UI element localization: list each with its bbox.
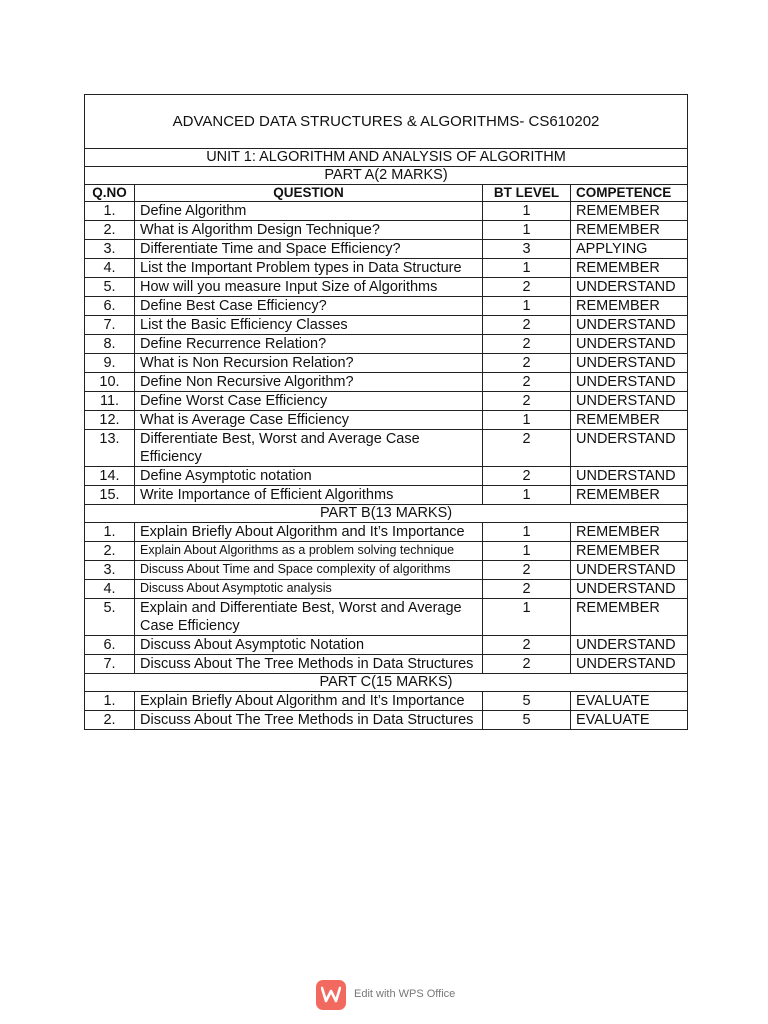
question-number: 9. — [85, 354, 135, 373]
bt-level: 2 — [483, 430, 571, 467]
table-row — [85, 259, 688, 278]
bt-level: 5 — [483, 711, 571, 730]
competence: REMEMBER — [571, 486, 688, 505]
competence: REMEMBER — [571, 523, 688, 542]
table-row — [85, 655, 688, 674]
bt-level: 1 — [483, 202, 571, 221]
question-text: Discuss About The Tree Methods in Data Structures — [135, 711, 483, 730]
table-row — [85, 523, 688, 542]
competence: REMEMBER — [571, 542, 688, 561]
column-header-qno: Q.NO — [85, 185, 135, 202]
competence: UNDERSTAND — [571, 373, 688, 392]
question-text: Define Recurrence Relation? — [135, 335, 483, 354]
competence: UNDERSTAND — [571, 430, 688, 467]
title-row — [85, 95, 688, 149]
question-number: 7. — [85, 316, 135, 335]
question-text: Write Importance of Efficient Algorithms — [135, 486, 483, 505]
part-heading: PART C(15 MARKS) — [85, 674, 688, 692]
competence: UNDERSTAND — [571, 561, 688, 580]
competence: UNDERSTAND — [571, 467, 688, 486]
question-text: What is Non Recursion Relation? — [135, 354, 483, 373]
bt-level: 1 — [483, 486, 571, 505]
column-header-question: QUESTION — [135, 185, 483, 202]
question-number: 2. — [85, 711, 135, 730]
question-text: What is Algorithm Design Technique? — [135, 221, 483, 240]
table-row — [85, 486, 688, 505]
question-text: Explain Briefly About Algorithm and It’s Importance — [135, 523, 483, 542]
competence: EVALUATE — [571, 711, 688, 730]
competence: APPLYING — [571, 240, 688, 259]
question-number: 11. — [85, 392, 135, 411]
question-text: List the Basic Efficiency Classes — [135, 316, 483, 335]
competence: REMEMBER — [571, 599, 688, 636]
unit-heading: UNIT 1: ALGORITHM AND ANALYSIS OF ALGORITHM — [85, 149, 688, 167]
table-row — [85, 636, 688, 655]
bt-level: 1 — [483, 411, 571, 430]
bt-level: 2 — [483, 636, 571, 655]
bt-level: 2 — [483, 335, 571, 354]
bt-level: 2 — [483, 467, 571, 486]
part-heading-row — [85, 167, 688, 185]
bt-level: 1 — [483, 599, 571, 636]
table-row — [85, 430, 688, 467]
question-text: Define Worst Case Efficiency — [135, 392, 483, 411]
wps-edit-link[interactable]: Edit with WPS Office — [354, 988, 456, 1000]
question-number: 10. — [85, 373, 135, 392]
question-text: Define Algorithm — [135, 202, 483, 221]
part-heading: PART A(2 MARKS) — [85, 167, 688, 185]
question-number: 1. — [85, 523, 135, 542]
table-row — [85, 599, 688, 636]
question-text: How will you measure Input Size of Algorithms — [135, 278, 483, 297]
competence: UNDERSTAND — [571, 354, 688, 373]
question-text: Explain Briefly About Algorithm and It’s Importance — [135, 692, 483, 711]
table-row — [85, 297, 688, 316]
question-text: Define Best Case Efficiency? — [135, 297, 483, 316]
question-text: Differentiate Best, Worst and Average Case Efficiency — [135, 430, 483, 467]
table-row — [85, 202, 688, 221]
question-text: Discuss About Asymptotic analysis — [135, 580, 483, 599]
question-number: 2. — [85, 542, 135, 561]
question-number: 5. — [85, 278, 135, 297]
column-header-bt-level: BT LEVEL — [483, 185, 571, 202]
competence: REMEMBER — [571, 221, 688, 240]
bt-level: 2 — [483, 580, 571, 599]
bt-level: 1 — [483, 297, 571, 316]
bt-level: 2 — [483, 354, 571, 373]
question-text: Define Non Recursive Algorithm? — [135, 373, 483, 392]
table-row — [85, 711, 688, 730]
column-header-row — [85, 185, 688, 202]
question-text: Define Asymptotic notation — [135, 467, 483, 486]
question-number: 1. — [85, 692, 135, 711]
question-text: Explain About Algorithms as a problem solving technique — [135, 542, 483, 561]
wps-logo-icon[interactable] — [316, 980, 346, 1010]
question-number: 6. — [85, 297, 135, 316]
bt-level: 2 — [483, 392, 571, 411]
question-number: 4. — [85, 259, 135, 278]
bt-level: 5 — [483, 692, 571, 711]
competence: EVALUATE — [571, 692, 688, 711]
table-row — [85, 278, 688, 297]
bt-level: 2 — [483, 655, 571, 674]
bt-level: 1 — [483, 221, 571, 240]
bt-level: 2 — [483, 373, 571, 392]
part-heading-row — [85, 505, 688, 523]
question-number: 1. — [85, 202, 135, 221]
unit-row — [85, 149, 688, 167]
question-number: 14. — [85, 467, 135, 486]
bt-level: 2 — [483, 316, 571, 335]
column-header-competence: COMPETENCE — [571, 185, 688, 202]
table-row — [85, 580, 688, 599]
competence: REMEMBER — [571, 259, 688, 278]
table-row — [85, 354, 688, 373]
table-row — [85, 240, 688, 259]
competence: REMEMBER — [571, 297, 688, 316]
table-row — [85, 542, 688, 561]
competence: REMEMBER — [571, 411, 688, 430]
question-number: 6. — [85, 636, 135, 655]
competence: UNDERSTAND — [571, 636, 688, 655]
table-row — [85, 392, 688, 411]
table-row — [85, 561, 688, 580]
bt-level: 1 — [483, 259, 571, 278]
question-text: Discuss About Time and Space complexity of algorithms — [135, 561, 483, 580]
competence: UNDERSTAND — [571, 278, 688, 297]
table-row — [85, 411, 688, 430]
question-text: What is Average Case Efficiency — [135, 411, 483, 430]
competence: UNDERSTAND — [571, 316, 688, 335]
bt-level: 1 — [483, 523, 571, 542]
question-text: List the Important Problem types in Data Structure — [135, 259, 483, 278]
question-number: 8. — [85, 335, 135, 354]
document-title: ADVANCED DATA STRUCTURES & ALGORITHMS- CS610202 — [85, 95, 688, 149]
question-number: 2. — [85, 221, 135, 240]
table-row — [85, 373, 688, 392]
bt-level: 3 — [483, 240, 571, 259]
question-number: 15. — [85, 486, 135, 505]
question-number: 7. — [85, 655, 135, 674]
part-heading: PART B(13 MARKS) — [85, 505, 688, 523]
bt-level: 1 — [483, 542, 571, 561]
bt-level: 2 — [483, 278, 571, 297]
question-number: 3. — [85, 561, 135, 580]
question-text: Discuss About Asymptotic Notation — [135, 636, 483, 655]
competence: UNDERSTAND — [571, 392, 688, 411]
question-number: 13. — [85, 430, 135, 467]
competence: UNDERSTAND — [571, 335, 688, 354]
table-row — [85, 316, 688, 335]
table-row — [85, 221, 688, 240]
question-number: 4. — [85, 580, 135, 599]
question-number: 5. — [85, 599, 135, 636]
part-heading-row — [85, 674, 688, 692]
question-text: Explain and Differentiate Best, Worst and Average Case Efficiency — [135, 599, 483, 636]
table-row — [85, 335, 688, 354]
competence: UNDERSTAND — [571, 655, 688, 674]
question-text: Discuss About The Tree Methods in Data Structures — [135, 655, 483, 674]
question-number: 12. — [85, 411, 135, 430]
question-bank-table — [84, 94, 688, 730]
bt-level: 2 — [483, 561, 571, 580]
question-text: Differentiate Time and Space Efficiency? — [135, 240, 483, 259]
competence: UNDERSTAND — [571, 580, 688, 599]
table-row — [85, 467, 688, 486]
competence: REMEMBER — [571, 202, 688, 221]
question-number: 3. — [85, 240, 135, 259]
table-row — [85, 692, 688, 711]
